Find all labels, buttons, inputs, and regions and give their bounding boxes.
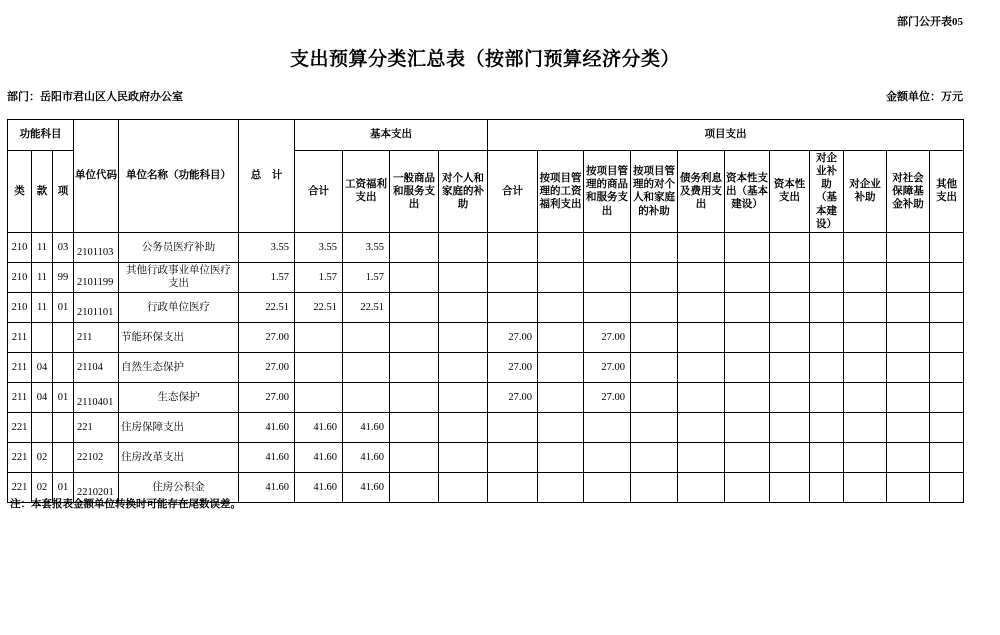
header-functional-subject: 功能科目 xyxy=(8,120,74,151)
cell-value xyxy=(390,442,439,472)
cell-unit-code: 21104 xyxy=(74,352,119,382)
cell-section-code: 04 xyxy=(32,352,53,382)
cell-value xyxy=(770,262,810,292)
header-capital: 资本性支出 xyxy=(770,151,810,233)
cell-value xyxy=(538,292,584,322)
cell-value: 41.60 xyxy=(295,472,343,502)
cell-value xyxy=(631,442,678,472)
cell-value: 41.60 xyxy=(343,412,390,442)
cell-value xyxy=(584,292,631,322)
cell-value xyxy=(887,442,930,472)
header-project-expenditure-group: 项目支出 xyxy=(488,120,964,151)
cell-value xyxy=(631,322,678,352)
header-unit-code: 单位代码 xyxy=(74,120,119,233)
cell-value: 41.60 xyxy=(343,472,390,502)
cell-value xyxy=(770,382,810,412)
cell-value xyxy=(930,232,964,262)
cell-value xyxy=(887,412,930,442)
cell-value: 41.60 xyxy=(295,442,343,472)
cell-value xyxy=(488,472,538,502)
cell-class-code: 221 xyxy=(8,472,32,502)
cell-value: 41.60 xyxy=(295,412,343,442)
cell-value xyxy=(844,472,887,502)
cell-value xyxy=(844,352,887,382)
header-basic-goods-services: 一般商品和服务支出 xyxy=(390,151,439,233)
cell-value: 27.00 xyxy=(488,322,538,352)
cell-value xyxy=(488,262,538,292)
cell-unit-code: 221 xyxy=(74,412,119,442)
cell-value xyxy=(678,262,725,292)
cell-value xyxy=(584,472,631,502)
cell-value xyxy=(538,442,584,472)
cell-value xyxy=(295,352,343,382)
cell-value: 27.00 xyxy=(488,382,538,412)
cell-value xyxy=(930,412,964,442)
cell-value xyxy=(887,382,930,412)
header-unit-name: 单位名称（功能科目） xyxy=(119,120,239,233)
cell-value xyxy=(887,352,930,382)
cell-value xyxy=(439,262,488,292)
cell-value xyxy=(930,292,964,322)
cell-value xyxy=(770,412,810,442)
cell-value xyxy=(930,442,964,472)
cell-value xyxy=(725,352,770,382)
cell-value xyxy=(678,472,725,502)
cell-value xyxy=(390,292,439,322)
cell-class-code: 211 xyxy=(8,322,32,352)
cell-value xyxy=(844,382,887,412)
cell-value xyxy=(810,382,844,412)
cell-section-code: 04 xyxy=(32,382,53,412)
table-row xyxy=(8,412,964,442)
cell-value xyxy=(390,382,439,412)
header-class: 类 xyxy=(8,151,32,233)
cell-unit-name: 自然生态保护 xyxy=(119,352,239,382)
cell-value: 3.55 xyxy=(295,232,343,262)
table-row xyxy=(8,292,964,322)
cell-value xyxy=(887,292,930,322)
cell-value xyxy=(678,412,725,442)
cell-unit-name: 住房改革支出 xyxy=(119,442,239,472)
cell-value: 27.00 xyxy=(584,322,631,352)
cell-value xyxy=(584,412,631,442)
cell-section-code: 02 xyxy=(32,442,53,472)
header-social-security-subsidy: 对社会保障基金补助 xyxy=(887,151,930,233)
cell-class-code: 221 xyxy=(8,442,32,472)
cell-value xyxy=(844,262,887,292)
unit-of-amount-label: 金额单位：万元 xyxy=(886,91,963,103)
cell-value: 41.60 xyxy=(239,442,295,472)
cell-section-code: 11 xyxy=(32,262,53,292)
table-row xyxy=(8,262,964,292)
cell-value xyxy=(844,322,887,352)
cell-value xyxy=(810,352,844,382)
cell-unit-code: 211 xyxy=(74,322,119,352)
cell-value: 3.55 xyxy=(343,232,390,262)
cell-value xyxy=(678,352,725,382)
cell-value xyxy=(810,262,844,292)
cell-item-code: 01 xyxy=(53,472,74,502)
cell-value xyxy=(678,292,725,322)
cell-value xyxy=(678,442,725,472)
cell-value xyxy=(770,232,810,262)
cell-value xyxy=(390,352,439,382)
cell-value: 27.00 xyxy=(584,382,631,412)
cell-unit-name: 其他行政事业单位医疗支出 xyxy=(119,262,239,292)
cell-section-code: 11 xyxy=(32,292,53,322)
cell-value xyxy=(390,232,439,262)
cell-value xyxy=(725,382,770,412)
cell-value xyxy=(930,352,964,382)
doc-number-label: 部门公开表05 xyxy=(897,16,963,28)
cell-value xyxy=(295,322,343,352)
cell-value: 41.60 xyxy=(239,472,295,502)
cell-item-code: 99 xyxy=(53,262,74,292)
cell-unit-name: 行政单位医疗 xyxy=(119,292,239,322)
cell-value xyxy=(538,322,584,352)
cell-value xyxy=(538,262,584,292)
cell-value xyxy=(844,442,887,472)
cell-unit-code: 2210201 xyxy=(74,472,119,502)
cell-value xyxy=(810,442,844,472)
cell-item-code xyxy=(53,442,74,472)
cell-value: 1.57 xyxy=(343,262,390,292)
cell-value xyxy=(631,292,678,322)
cell-value xyxy=(631,232,678,262)
cell-unit-code: 2101199 xyxy=(74,262,119,292)
cell-item-code: 01 xyxy=(53,382,74,412)
footnote: 注：本套报表金额单位转换时可能存在尾数误差。 xyxy=(10,499,241,510)
cell-value xyxy=(631,472,678,502)
cell-section-code xyxy=(32,322,53,352)
cell-value xyxy=(887,322,930,352)
cell-value xyxy=(810,292,844,322)
cell-value xyxy=(343,322,390,352)
cell-value xyxy=(930,322,964,352)
cell-value: 1.57 xyxy=(295,262,343,292)
cell-value xyxy=(584,262,631,292)
cell-unit-code: 2101103 xyxy=(74,232,119,262)
header-project-individual-family: 按项目管理的对个人和家庭的补助 xyxy=(631,151,678,233)
cell-value: 27.00 xyxy=(239,322,295,352)
cell-value xyxy=(390,322,439,352)
cell-section-code: 11 xyxy=(32,232,53,262)
header-enterprise-subsidy-construction: 对企业补助（基本建设） xyxy=(810,151,844,233)
cell-value xyxy=(538,232,584,262)
cell-value xyxy=(439,322,488,352)
department-label: 部门：岳阳市君山区人民政府办公室 xyxy=(7,91,183,103)
cell-value xyxy=(390,262,439,292)
cell-unit-name: 住房保障支出 xyxy=(119,412,239,442)
cell-value xyxy=(678,382,725,412)
cell-value xyxy=(930,382,964,412)
table-body xyxy=(8,232,964,502)
cell-value: 27.00 xyxy=(239,352,295,382)
cell-value: 22.51 xyxy=(295,292,343,322)
cell-unit-name: 公务员医疗补助 xyxy=(119,232,239,262)
cell-value xyxy=(887,262,930,292)
table-row xyxy=(8,442,964,472)
table-row xyxy=(8,322,964,352)
cell-value xyxy=(488,442,538,472)
cell-value xyxy=(770,442,810,472)
header-debt-interest: 债务利息及费用支出 xyxy=(678,151,725,233)
cell-value: 22.51 xyxy=(239,292,295,322)
cell-value xyxy=(538,412,584,442)
cell-class-code: 211 xyxy=(8,382,32,412)
cell-value xyxy=(439,472,488,502)
cell-value xyxy=(390,472,439,502)
cell-class-code: 210 xyxy=(8,292,32,322)
cell-value xyxy=(678,232,725,262)
header-project-wages: 按项目管理的工资福利支出 xyxy=(538,151,584,233)
cell-value xyxy=(488,232,538,262)
cell-value xyxy=(810,322,844,352)
cell-value: 27.00 xyxy=(239,382,295,412)
cell-value xyxy=(584,442,631,472)
cell-value xyxy=(770,322,810,352)
header-basic-subtotal: 合计 xyxy=(295,151,343,233)
header-section: 款 xyxy=(32,151,53,233)
cell-value xyxy=(538,472,584,502)
cell-section-code xyxy=(32,412,53,442)
cell-value: 27.00 xyxy=(488,352,538,382)
cell-value xyxy=(439,352,488,382)
cell-value: 27.00 xyxy=(584,352,631,382)
cell-class-code: 210 xyxy=(8,232,32,262)
cell-unit-name: 生态保护 xyxy=(119,382,239,412)
cell-value xyxy=(538,382,584,412)
cell-value xyxy=(725,322,770,352)
cell-value xyxy=(584,232,631,262)
cell-value xyxy=(725,412,770,442)
cell-value xyxy=(725,442,770,472)
cell-value xyxy=(770,352,810,382)
table-row xyxy=(8,352,964,382)
cell-value xyxy=(488,292,538,322)
cell-section-code: 02 xyxy=(32,472,53,502)
header-basic-wages: 工资福利支出 xyxy=(343,151,390,233)
cell-value xyxy=(844,292,887,322)
cell-value xyxy=(887,472,930,502)
cell-value xyxy=(844,232,887,262)
table-row xyxy=(8,382,964,412)
cell-value xyxy=(810,412,844,442)
cell-value xyxy=(770,472,810,502)
cell-unit-code: 22102 xyxy=(74,442,119,472)
page-title: 支出预算分类汇总表（按部门预算经济分类） xyxy=(289,49,680,70)
cell-value xyxy=(810,232,844,262)
cell-value: 22.51 xyxy=(343,292,390,322)
cell-value xyxy=(439,382,488,412)
cell-value xyxy=(390,412,439,442)
cell-class-code: 221 xyxy=(8,412,32,442)
cell-value xyxy=(439,442,488,472)
cell-value xyxy=(631,262,678,292)
cell-value xyxy=(343,382,390,412)
cell-value xyxy=(439,292,488,322)
cell-value xyxy=(725,232,770,262)
cell-unit-code: 2110401 xyxy=(74,382,119,412)
cell-value xyxy=(725,472,770,502)
cell-value: 1.57 xyxy=(239,262,295,292)
cell-value xyxy=(930,472,964,502)
cell-unit-name: 节能环保支出 xyxy=(119,322,239,352)
header-capital-basic-construction: 资本性支出（基本建设） xyxy=(725,151,770,233)
header-project-subtotal: 合计 xyxy=(488,151,538,233)
meta-row xyxy=(7,88,963,104)
header-total: 总 计 xyxy=(239,120,295,233)
cell-value xyxy=(439,412,488,442)
header-enterprise-subsidy: 对企业补助 xyxy=(844,151,887,233)
cell-value xyxy=(631,412,678,442)
cell-value xyxy=(725,262,770,292)
header-basic-expenditure-group: 基本支出 xyxy=(295,120,488,151)
cell-class-code: 210 xyxy=(8,262,32,292)
cell-item-code xyxy=(53,322,74,352)
cell-value xyxy=(844,412,887,442)
cell-item-code xyxy=(53,412,74,442)
cell-value xyxy=(295,382,343,412)
cell-value xyxy=(488,412,538,442)
cell-value xyxy=(538,352,584,382)
cell-value xyxy=(887,232,930,262)
cell-class-code: 211 xyxy=(8,352,32,382)
cell-item-code: 03 xyxy=(53,232,74,262)
cell-value xyxy=(631,382,678,412)
cell-value xyxy=(678,322,725,352)
header-item: 项 xyxy=(53,151,74,233)
table-row xyxy=(8,232,964,262)
cell-value xyxy=(725,292,770,322)
cell-value: 3.55 xyxy=(239,232,295,262)
cell-value: 41.60 xyxy=(343,442,390,472)
cell-unit-code: 2101101 xyxy=(74,292,119,322)
cell-value xyxy=(343,352,390,382)
cell-value xyxy=(770,292,810,322)
header-project-goods-services: 按项目管理的商品和服务支出 xyxy=(584,151,631,233)
cell-unit-name: 住房公积金 xyxy=(119,472,239,502)
cell-value xyxy=(631,352,678,382)
cell-value xyxy=(810,472,844,502)
cell-value xyxy=(930,262,964,292)
cell-value: 41.60 xyxy=(239,412,295,442)
header-other-expenditure: 其他支出 xyxy=(930,151,964,233)
budget-table xyxy=(7,119,964,503)
cell-item-code: 01 xyxy=(53,292,74,322)
header-basic-individual-family: 对个人和家庭的补助 xyxy=(439,151,488,233)
cell-value xyxy=(439,232,488,262)
cell-item-code xyxy=(53,352,74,382)
